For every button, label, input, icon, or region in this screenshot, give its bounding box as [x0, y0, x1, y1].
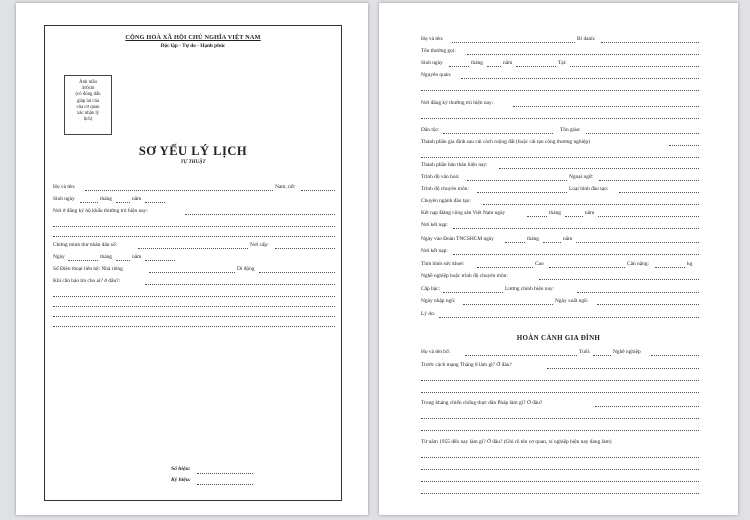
family-class-field[interactable] [669, 145, 699, 146]
label-training-type: Loại hình đào tạo: [569, 186, 609, 192]
label-foreign-language: Ngoại ngữ: [569, 174, 594, 180]
label-occupation: Nghề nghiệp hoặc trình độ chuyên môn: [421, 273, 508, 279]
label-party-place: Nơi kết nạp: [421, 222, 448, 228]
issue-day-field[interactable] [68, 260, 98, 261]
father-name-field[interactable] [465, 355, 577, 356]
id-number-field[interactable] [138, 248, 248, 249]
residence-field[interactable] [185, 214, 335, 215]
photo-placeholder [64, 75, 112, 135]
issue-place-field[interactable] [275, 248, 335, 249]
hometown-field-line[interactable] [421, 90, 699, 91]
since-1955-line[interactable] [421, 493, 699, 494]
label-issue-year: năm [132, 254, 142, 260]
label-permanent-residence: Nơi đăng ký thường trú hiện nay: [421, 100, 494, 106]
occupation-field[interactable] [539, 279, 699, 280]
label-rank: Cấp bậc: [421, 286, 441, 292]
pre-revolution-line[interactable] [421, 392, 699, 393]
national-title: CỘNG HOÀ XÃ HỘI CHỦ NGHĨA VIỆT NAM [125, 34, 261, 41]
label-pre-revolution: Trước cách mạng Tháng 8 làm gì? Ở đâu? [421, 362, 512, 368]
label-birth-year: năm [132, 196, 142, 202]
alias-field[interactable] [601, 42, 699, 43]
party-month-field[interactable] [565, 216, 583, 217]
photo-caption-line: giáp lai của [76, 98, 100, 104]
label-phone-mobile: Di động [237, 266, 255, 272]
photo-caption-line: lịch) [83, 117, 93, 123]
label-father-age: Tuổi: [579, 349, 591, 355]
label-phone-home: Số Điện thoại liên hệ: Nhà riêng [53, 266, 123, 272]
residence-field-line[interactable] [53, 226, 335, 227]
birth-year-field[interactable] [516, 66, 556, 67]
code-field[interactable] [197, 484, 253, 485]
label-weight: Cân nặng: [627, 261, 650, 267]
label-alias: Bí danh: [577, 36, 596, 42]
birth-day-field[interactable] [80, 202, 98, 203]
label-health: Tình hình sức khoẻ: [421, 261, 465, 267]
father-occupation-field[interactable] [651, 355, 699, 356]
national-motto: Độc lập - Tự do - Hạnh phúc [160, 43, 226, 49]
youth-union-year-field[interactable] [576, 242, 699, 243]
label-youth-union-year: năm [563, 236, 573, 242]
qualification-field[interactable] [477, 192, 567, 193]
label-reason: Lý do: [421, 311, 436, 317]
discharge-date-field[interactable] [597, 304, 699, 305]
label-religion: Tôn giáo: [560, 127, 581, 133]
label-father-name: Họ và tên bố: [421, 349, 451, 355]
label-full-name: Họ và tên: [53, 184, 76, 190]
label-full-name: Họ và tên: [421, 36, 444, 42]
form-border [44, 25, 342, 501]
permanent-residence-field[interactable] [513, 106, 699, 107]
french-war-field[interactable] [595, 406, 699, 407]
label-issue-day: Ngày [53, 254, 65, 260]
label-birth-month: tháng [100, 196, 112, 202]
label-birth-place: Tại: [558, 60, 567, 66]
french-war-line[interactable] [421, 430, 699, 431]
major-field[interactable] [483, 204, 699, 205]
label-birth-day: Sinh ngày [53, 196, 75, 202]
party-day-field[interactable] [527, 216, 547, 217]
full-name-field[interactable] [452, 42, 575, 43]
phone-home-field[interactable] [149, 272, 235, 273]
label-hometown: Nguyên quán: [421, 72, 452, 78]
label-birth-year: năm [503, 60, 513, 66]
label-family-class: Thành phần gia đình sau cải cách ruộng đất (hoặc cải tạo công thương nghiệp) [421, 139, 590, 145]
label-major: Chuyên ngành đào tạo: [421, 198, 471, 204]
common-name-field[interactable] [467, 54, 699, 55]
father-age-field[interactable] [593, 355, 611, 356]
label-issue-month: tháng [100, 254, 112, 260]
label-party-year: năm [585, 210, 595, 216]
label-party-admission: Kết nạp Đảng cộng sản Việt Nam ngày [421, 210, 506, 216]
residence-field-line[interactable] [53, 236, 335, 237]
full-name-field[interactable] [85, 190, 273, 191]
emergency-contact-line[interactable] [53, 306, 335, 307]
since-1955-line[interactable] [421, 481, 699, 482]
label-french-war: Trong kháng chiến chống thực dân Pháp làm gì? Ở đâu? [421, 400, 543, 406]
training-type-field[interactable] [619, 192, 699, 193]
label-height: Cao [535, 261, 544, 267]
birth-year-field[interactable] [145, 202, 165, 203]
birth-day-field[interactable] [449, 66, 469, 67]
document-title: SƠ YẾU LÝ LỊCH [138, 144, 248, 158]
emergency-contact-line[interactable] [53, 316, 335, 317]
rank-field[interactable] [443, 292, 503, 293]
label-personal-class: Thành phần bản thân hiện nay: [421, 162, 488, 168]
weight-field[interactable] [655, 267, 685, 268]
height-field[interactable] [549, 267, 625, 268]
issue-month-field[interactable] [116, 260, 130, 261]
label-enlist-date: Ngày nhập ngũ: [421, 298, 456, 304]
label-weight-unit: kg [687, 261, 693, 267]
photo-caption-line: 4x6cm [81, 86, 95, 92]
since-1955-line[interactable] [421, 457, 699, 458]
pre-revolution-line[interactable] [421, 380, 699, 381]
foreign-language-field[interactable] [599, 180, 699, 181]
salary-field[interactable] [577, 292, 699, 293]
form-page-2 [379, 3, 738, 515]
label-serial-number: Số hiệu: [171, 466, 191, 472]
reason-field[interactable] [439, 317, 699, 318]
personal-class-field[interactable] [499, 168, 699, 169]
french-war-line[interactable] [421, 418, 699, 419]
gender-field[interactable] [301, 190, 335, 191]
label-salary: Lương chính hiện nay: [505, 286, 555, 292]
label-gender: Nam, nữ: [275, 184, 296, 190]
label-qualification: Trình độ chuyên môn: [421, 186, 469, 192]
label-since-1955: Từ năm 1955 đến nay làm gì? Ở đâu? (Ghi rõ tên cơ quan, xí nghiệp hiện nay đang làm) [421, 439, 612, 445]
label-youth-union-place: Nơi kết nạp: [421, 248, 448, 254]
family-class-line[interactable] [421, 157, 699, 158]
emergency-contact-line[interactable] [53, 326, 335, 327]
emergency-contact-line[interactable] [53, 296, 335, 297]
photo-caption-line: (có đóng dấu [75, 92, 101, 98]
birth-place-field[interactable] [570, 66, 699, 67]
youth-union-day-field[interactable] [505, 242, 525, 243]
label-code: Ký hiệu: [171, 477, 191, 483]
emergency-contact-field[interactable] [145, 284, 335, 285]
enlist-date-field[interactable] [463, 304, 553, 305]
birth-month-field[interactable] [116, 202, 130, 203]
label-common-name: Tên thường gọi: [421, 48, 456, 54]
education-field[interactable] [467, 180, 567, 181]
party-place-field[interactable] [453, 228, 699, 229]
pre-revolution-field[interactable] [547, 368, 699, 369]
permanent-residence-line[interactable] [421, 118, 699, 119]
form-page-1 [16, 3, 368, 515]
birth-month-field[interactable] [487, 66, 501, 67]
label-id-number: Chứng minh thư nhân dân số: [53, 242, 118, 248]
since-1955-line[interactable] [421, 469, 699, 470]
youth-union-month-field[interactable] [543, 242, 561, 243]
label-father-occupation: Nghề nghiệp [613, 349, 641, 355]
issue-year-field[interactable] [145, 260, 175, 261]
religion-field[interactable] [586, 133, 699, 134]
label-emergency-contact: Khi cần báo tin cho ai? ở đâu?: [53, 278, 121, 284]
label-birth-day: Sinh ngày [421, 60, 443, 66]
photo-caption-line: Ảnh mầu [79, 80, 97, 85]
label-residence: Nơi ở đăng ký hộ khẩu thường trú hiện nay: [53, 208, 148, 214]
serial-number-field[interactable] [197, 473, 253, 474]
ethnicity-field[interactable] [443, 133, 553, 134]
label-issue-place: Nơi cấp: [250, 242, 269, 248]
photo-caption-line: xác nhận lý [76, 111, 100, 117]
document-subtitle: TỰ THUẬT [180, 160, 206, 165]
label-ethnicity: Dân tộc: [421, 127, 440, 133]
label-discharge-date: Ngày xuất ngũ: [555, 298, 589, 304]
label-youth-union: Ngày vào Đoàn TNCSHCM ngày [421, 236, 494, 242]
photo-caption-line: của cơ quan [76, 104, 100, 110]
label-party-month: tháng [549, 210, 561, 216]
hometown-field[interactable] [461, 78, 699, 79]
health-field[interactable] [477, 267, 533, 268]
family-section-title: HOÀN CẢNH GIA ĐÌNH [516, 334, 601, 342]
label-education: Trình độ văn hoá: [421, 174, 460, 180]
phone-mobile-field[interactable] [259, 272, 335, 273]
youth-union-place-field[interactable] [453, 254, 699, 255]
party-year-field[interactable] [598, 216, 699, 217]
label-birth-month: tháng [471, 60, 483, 66]
label-youth-union-month: tháng [527, 236, 539, 242]
